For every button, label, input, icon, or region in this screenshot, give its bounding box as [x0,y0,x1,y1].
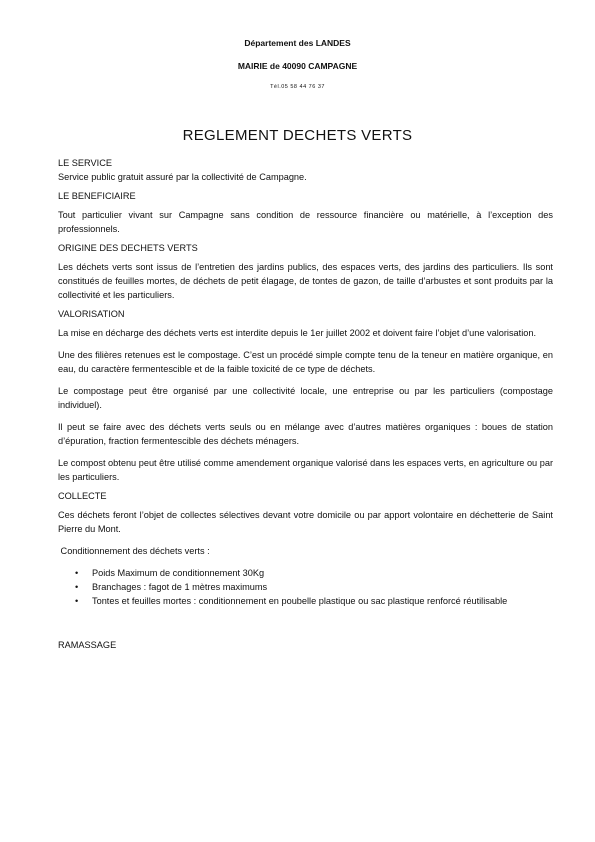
conditionnement-list [58,566,553,608]
origine-text: Les déchets verts sont issus de l’entretien des jardins publics, des espaces verts, des jardins des particuliers. Ils sont constitués de feuilles mortes, de déchets de petit élagage, de tontes de gazon, de taille d’arbustes et sont produits par la collectivité et les particuliers. [58,262,553,300]
service-text: Service public gratuit assuré par la collectivité de Campagne. [58,172,307,182]
beneficiaire-text: Tout particulier vivant sur Campagne sans condition de ressource financière ou matérielle, à l’exception des professionnels. [58,210,553,234]
section-heading-origine: ORIGINE DES DECHETS VERTS [58,243,198,253]
list-item: • Poids Maximum de conditionnement 30Kg [75,568,265,578]
valorisation-paragraph-2: Une des filières retenues est le compostage. C’est un procédé simple compte tenu de la teneur en matière organique, en eau, du caractère fermentescible et de la faible toxicité de ce type de déchets. [58,350,553,374]
section-heading-service: LE SERVICE [58,158,112,168]
bullet-icon: • [75,582,79,592]
document-body [58,156,553,652]
header-phone: Tél.05 58 44 76 37 [270,84,325,90]
bullet-icon: • [75,568,79,578]
header-department: Département des LANDES [244,38,351,48]
section-heading-valorisation: VALORISATION [58,309,125,319]
valorisation-paragraph-5: Le compost obtenu peut être utilisé comme amendement organique valorisé dans les espaces verts, en agriculture ou par les particuliers. [58,458,553,482]
conditionnement-label: Conditionnement des déchets verts : [58,546,210,556]
section-heading-collecte: COLLECTE [58,491,107,501]
section-heading-beneficiaire: LE BENEFICIAIRE [58,191,136,201]
valorisation-paragraph-1: La mise en décharge des déchets verts est interdite depuis le 1er juillet 2002 et doivent faire l’objet d’une valorisation. [58,328,537,338]
section-heading-ramassage: RAMASSAGE [58,640,117,650]
header-mairie: MAIRIE de 40090 CAMPAGNE [237,61,358,71]
list-item: • Tontes et feuilles mortes : conditionnement en poubelle plastique ou sac plastique renforcé réutilisable [75,596,508,606]
valorisation-paragraph-4: Il peut se faire avec des déchets verts seuls ou en mélange avec d’autres matières organiques : boues de station d’épuration, fraction fermentescible des déchets ménagers. [58,422,553,446]
valorisation-paragraph-3: Le compostage peut être organisé par une collectivité locale, une entreprise ou par les particuliers (compostage individuel). [58,386,553,410]
collecte-paragraph: Ces déchets feront l’objet de collectes sélectives devant votre domicile ou par apport volontaire en déchetterie de Saint Pierre du Mont. [58,510,553,534]
list-item: • Branchages : fagot de 1 mètres maximums [75,582,268,592]
document-title: REGLEMENT DECHETS VERTS [182,127,413,144]
bullet-icon: • [75,596,79,606]
